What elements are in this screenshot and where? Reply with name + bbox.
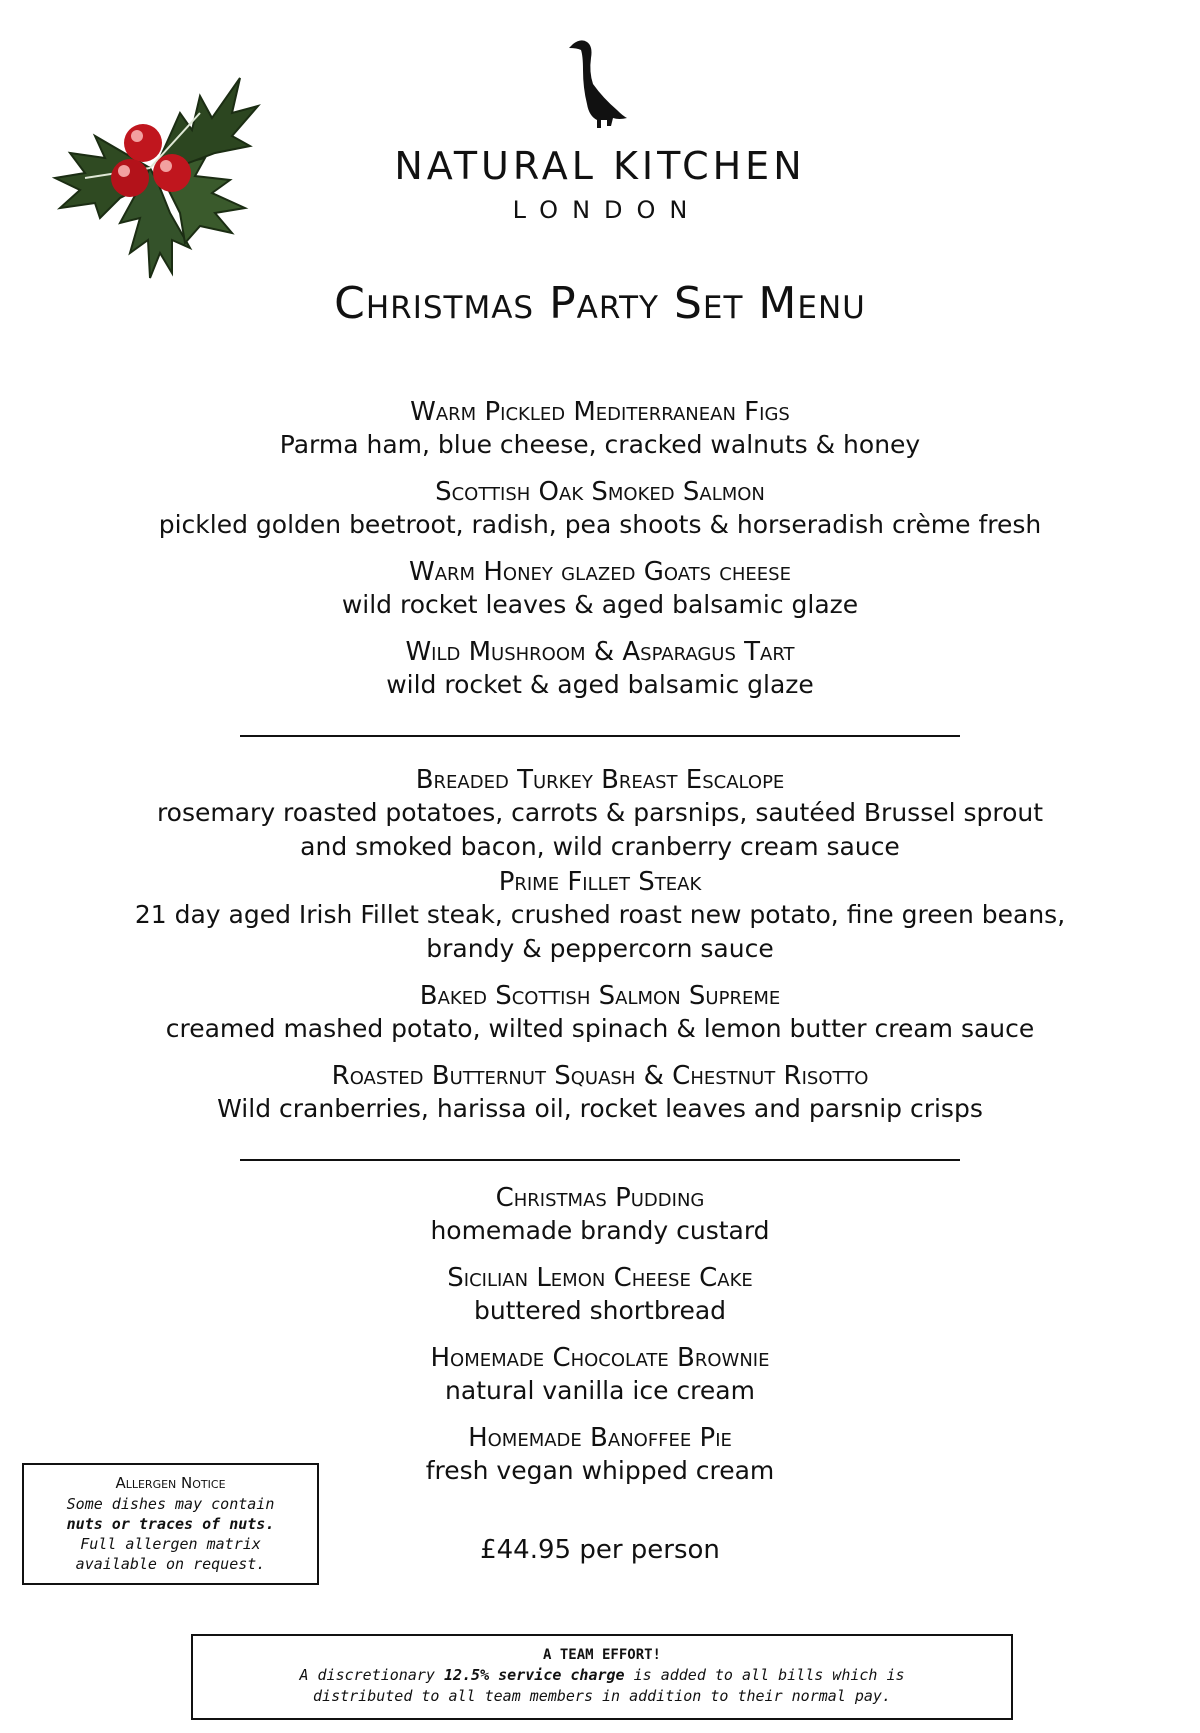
allergen-notice-line: available on request.: [75, 1555, 266, 1573]
service-charge-rate: 12.5% service charge: [443, 1666, 625, 1684]
dish-description: wild rocket leaves & aged balsamic glaze: [341, 590, 859, 619]
dish-name: Prime Fillet Steak: [498, 867, 702, 897]
desserts-section: [0, 1182, 1200, 1502]
dish-description: brandy & peppercorn sauce: [426, 934, 774, 963]
page-title: Christmas Party Set Menu: [334, 278, 866, 329]
menu-item: [0, 980, 1200, 1046]
service-charge-line: distributed to all team members in addition to their normal pay.: [313, 1687, 891, 1705]
dish-name: Sicilian Lemon Cheese Cake: [447, 1263, 753, 1293]
section-divider: [240, 735, 960, 737]
menu-item: [0, 636, 1200, 702]
dish-description: wild rocket & aged balsamic glaze: [386, 670, 814, 699]
menu-item: [0, 1182, 1200, 1248]
dish-name: Roasted Butternut Squash & Chestnut Risotto: [331, 1061, 869, 1091]
dish-name: Warm Pickled Mediterranean Figs: [410, 397, 790, 427]
dish-description: natural vanilla ice cream: [445, 1376, 755, 1405]
allergen-notice-line: Full allergen matrix: [80, 1535, 261, 1553]
dish-description: fresh vegan whipped cream: [425, 1456, 775, 1485]
section-divider: [240, 1159, 960, 1161]
mains-section: [0, 764, 1200, 1140]
allergen-notice-title: Allergen Notice: [115, 1474, 226, 1492]
starters-section: [0, 396, 1200, 716]
dish-name: Christmas Pudding: [495, 1183, 705, 1213]
duck-logo-icon: [567, 36, 631, 130]
price-per-person: £44.95 per person: [480, 1535, 720, 1565]
brand-city: LONDON: [512, 196, 702, 224]
dish-description: creamed mashed potato, wilted spinach & lemon butter cream sauce: [165, 1014, 1035, 1043]
allergen-notice: [22, 1463, 319, 1585]
brand-name: NATURAL KITCHEN: [394, 144, 806, 188]
dish-description: Wild cranberries, harissa oil, rocket leaves and parsnip crisps: [217, 1094, 983, 1123]
dish-name: Wild Mushroom & Asparagus Tart: [405, 637, 795, 667]
dish-description: 21 day aged Irish Fillet steak, crushed roast new potato, fine green beans,: [134, 900, 1066, 929]
dish-name: Scottish Oak Smoked Salmon: [435, 477, 765, 507]
dish-description: rosemary roasted potatoes, carrots & parsnips, sautéed Brussel sprout: [156, 798, 1044, 827]
dish-description: homemade brandy custard: [430, 1216, 770, 1245]
menu-item: [0, 556, 1200, 622]
dish-description: buttered shortbread: [473, 1296, 727, 1325]
allergen-nuts-warning: nuts or traces of nuts.: [66, 1515, 275, 1533]
dish-name: Baked Scottish Salmon Supreme: [419, 981, 781, 1011]
service-charge-line: [193, 1665, 1011, 1686]
menu-item: [0, 476, 1200, 542]
menu-item: [0, 396, 1200, 462]
service-charge-text: is added to all bills which is: [624, 1666, 905, 1684]
dish-name: Homemade Banoffee Pie: [468, 1423, 732, 1453]
allergen-notice-line: [24, 1514, 317, 1534]
dish-name: Breaded Turkey Breast Escalope: [415, 765, 785, 795]
menu-item: [0, 764, 1200, 864]
menu-item: [0, 866, 1200, 966]
allergen-notice-line: Some dishes may contain: [66, 1495, 275, 1513]
menu-item: [0, 1342, 1200, 1408]
service-charge-notice: [191, 1634, 1013, 1720]
service-charge-title: A TEAM EFFORT!: [542, 1647, 661, 1663]
service-charge-text: A discretionary: [299, 1666, 444, 1684]
dish-description: pickled golden beetroot, radish, pea shoots & horseradish crème fresh: [158, 510, 1042, 539]
menu-item: [0, 1060, 1200, 1126]
dish-name: Homemade Chocolate Brownie: [430, 1343, 770, 1373]
dish-name: Warm Honey glazed Goats cheese: [409, 557, 791, 587]
menu-item: [0, 1262, 1200, 1328]
dish-description: Parma ham, blue cheese, cracked walnuts & honey: [279, 430, 921, 459]
dish-description: and smoked bacon, wild cranberry cream sauce: [300, 832, 900, 861]
